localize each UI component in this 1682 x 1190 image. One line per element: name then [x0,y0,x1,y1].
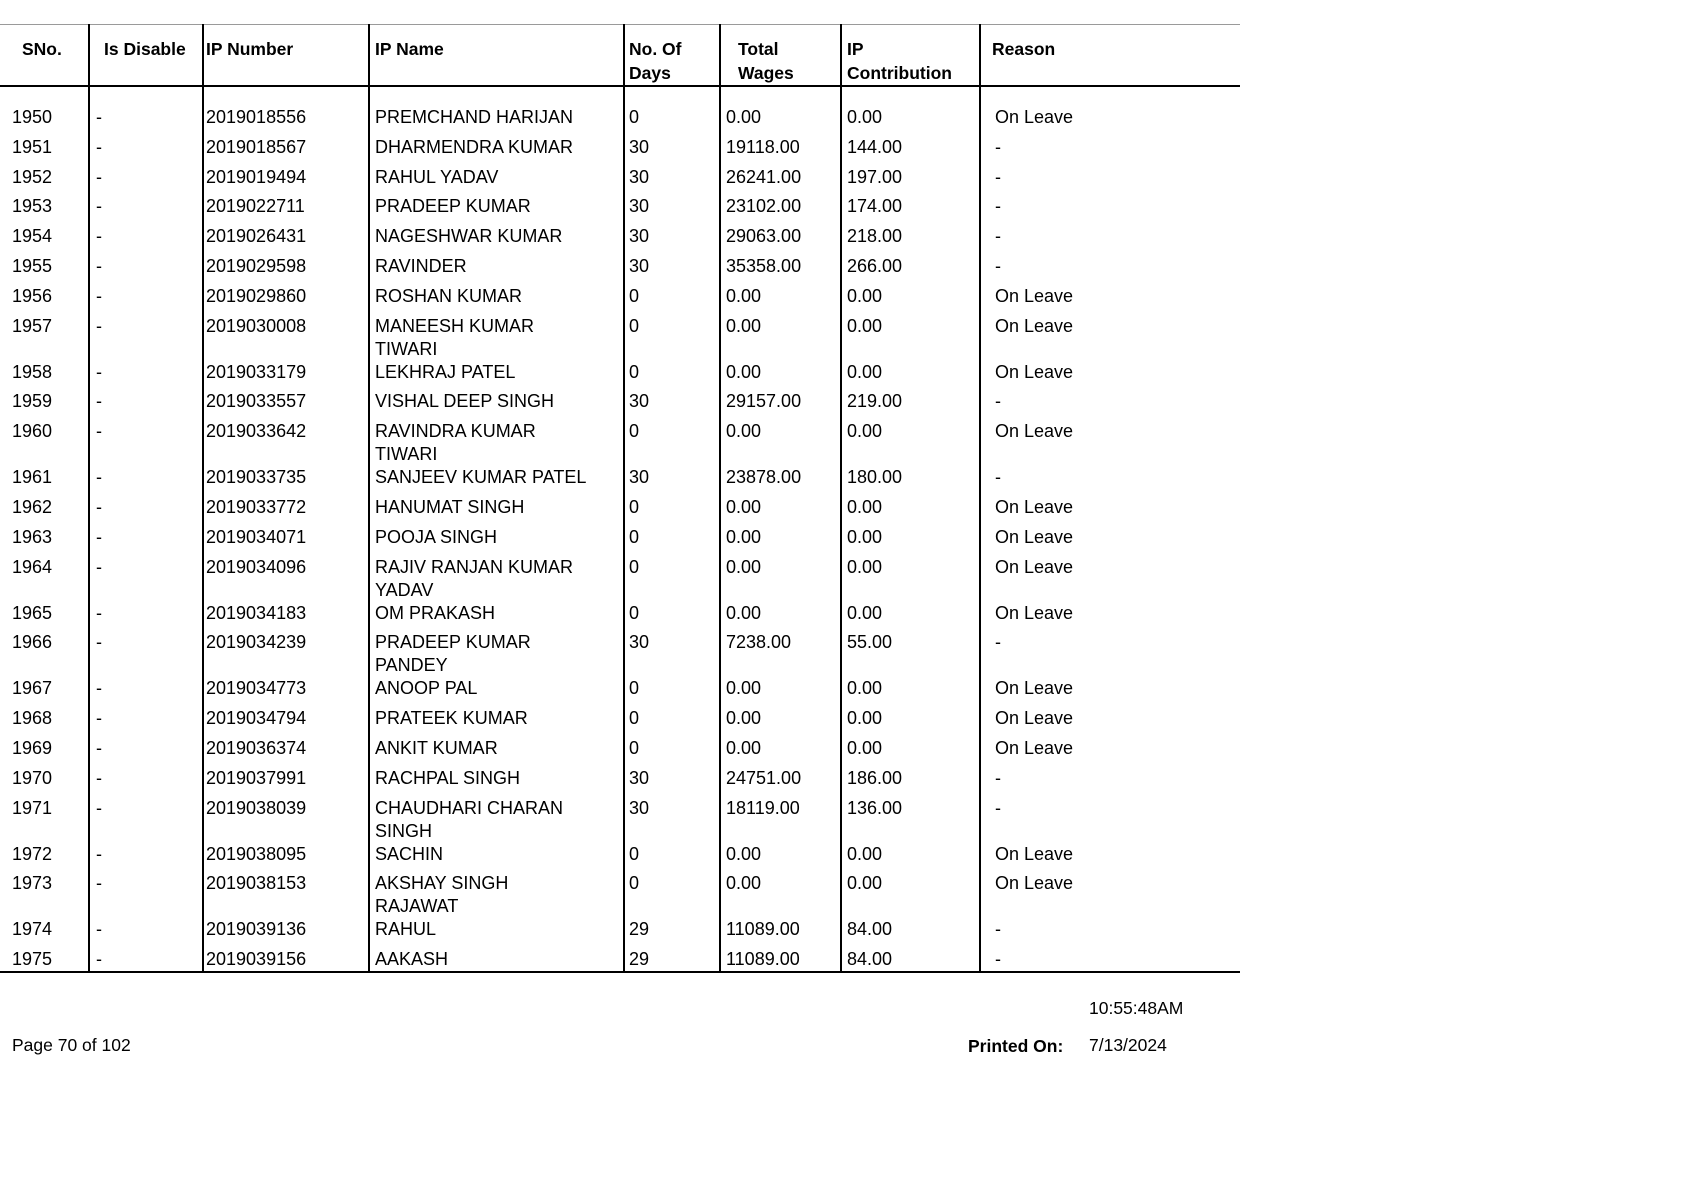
cell-ip-contribution: 0.00 [847,556,883,577]
cell-no-of-days: 0 [629,421,640,442]
header-sno: SNo. [22,39,62,59]
header-no-of-days [629,37,682,85]
cell-ip-number: 2019033642 [206,421,307,442]
cell-total-wages: 0.00 [726,526,762,547]
cell-is-disable: - [96,226,102,247]
cell-ip-contribution: 219.00 [847,391,903,412]
cell-no-of-days: 30 [629,767,650,788]
header-total-wages-line2: Wages [738,63,794,83]
cell-is-disable: - [96,107,102,127]
cell-ip-number: 2019034773 [206,678,307,699]
cell-is-disable: - [96,391,102,412]
cell-ip-number: 2019039136 [206,919,307,940]
cell-reason: - [995,226,1001,247]
cell-sno: 1972 [12,843,53,864]
cell-ip-contribution: 0.00 [847,708,883,729]
cell-no-of-days: 30 [629,166,650,187]
cell-ip-contribution: 0.00 [847,497,883,517]
ip-name-line1: RAVINDER [375,256,467,276]
cell-ip-number: 2019029598 [206,256,307,276]
header-total-wages-line1: Total [738,39,779,59]
cell-total-wages: 23878.00 [726,467,802,488]
cell-no-of-days: 30 [629,136,650,157]
cell-reason: On Leave [995,497,1074,517]
ip-name-line2: TIWARI [375,444,438,465]
cell-sno: 1975 [12,949,53,970]
cell-ip-contribution: 0.00 [847,285,883,306]
cell-reason: On Leave [995,602,1074,623]
cell-total-wages: 24751.00 [726,767,802,788]
cell-reason: On Leave [995,285,1074,306]
cell-no-of-days: 30 [629,632,650,653]
cell-no-of-days: 0 [629,843,640,864]
cell-total-wages: 0.00 [726,497,762,517]
cell-ip-name [375,106,573,129]
cell-reason: - [995,467,1001,488]
cell-ip-contribution: 136.00 [847,797,903,818]
cell-reason: - [995,949,1001,970]
cell-sno: 1963 [12,526,53,547]
ip-name-line2: TIWARI [375,338,438,359]
ip-name-line1: NAGESHWAR KUMAR [375,226,563,247]
cell-ip-name [375,631,531,677]
cell-ip-name [375,602,495,625]
cell-ip-name [375,767,520,790]
cell-ip-contribution: 0.00 [847,526,883,547]
header-is-disable: Is Disable [104,39,186,59]
table-bottom-rule [0,971,1240,973]
header-ip-contribution [847,37,952,85]
column-divider [368,24,370,973]
header-ip-contribution-line1: IP [847,39,864,59]
cell-ip-number: 2019018567 [206,136,307,157]
cell-sno: 1971 [12,797,53,818]
cell-ip-contribution: 0.00 [847,361,883,382]
cell-ip-name [375,872,508,918]
cell-sno: 1953 [12,196,53,217]
cell-total-wages: 0.00 [726,421,762,442]
cell-no-of-days: 29 [629,949,650,970]
cell-ip-number: 2019034071 [206,526,307,547]
cell-sno: 1954 [12,226,53,247]
ip-name-line2: YADAV [375,579,434,600]
cell-ip-name [375,466,586,489]
cell-no-of-days: 0 [629,708,640,729]
column-divider [202,24,204,973]
cell-reason: On Leave [995,873,1074,894]
ip-name-line1: POOJA SINGH [375,526,498,547]
cell-ip-name [375,496,524,519]
cell-ip-contribution: 0.00 [847,315,883,336]
cell-reason: - [995,256,1001,276]
cell-ip-contribution: 218.00 [847,226,903,247]
cell-is-disable: - [96,708,102,729]
table-top-rule [0,24,1240,25]
cell-ip-number: 2019034794 [206,708,307,729]
cell-reason: On Leave [995,526,1074,547]
cell-total-wages: 0.00 [726,361,762,382]
column-divider [88,24,90,973]
cell-no-of-days: 30 [629,391,650,412]
cell-ip-contribution: 197.00 [847,166,903,187]
cell-ip-name [375,315,534,361]
cell-no-of-days: 30 [629,196,650,217]
ip-name-line1: MANEESH KUMAR [375,315,535,336]
cell-sno: 1970 [12,767,53,788]
cell-reason: - [995,391,1001,412]
cell-sno: 1958 [12,361,53,382]
cell-is-disable: - [96,497,102,517]
cell-ip-contribution: 266.00 [847,256,903,276]
cell-sno: 1955 [12,256,53,276]
cell-ip-number: 2019034096 [206,556,307,577]
cell-no-of-days: 0 [629,315,640,336]
cell-ip-name [375,526,497,549]
cell-ip-name [375,390,554,413]
ip-name-line1: ROSHAN KUMAR [375,285,523,306]
cell-sno: 1950 [12,107,53,127]
ip-name-line1: CHAUDHARI CHARAN [375,797,564,818]
cell-no-of-days: 0 [629,873,640,894]
header-bottom-rule [0,85,1240,87]
cell-reason: On Leave [995,708,1074,729]
cell-is-disable: - [96,632,102,653]
column-divider [623,24,625,973]
cell-ip-name [375,556,573,602]
cell-ip-contribution: 84.00 [847,949,893,970]
cell-ip-name [375,136,573,159]
cell-total-wages: 0.00 [726,873,762,894]
cell-sno: 1968 [12,708,53,729]
cell-ip-number: 2019038153 [206,873,307,894]
cell-sno: 1969 [12,738,53,758]
cell-ip-number: 2019022711 [206,196,305,217]
ip-name-line1: LEKHRAJ PATEL [375,361,516,382]
cell-ip-contribution: 180.00 [847,467,903,488]
cell-ip-number: 2019034239 [206,632,307,653]
cell-total-wages: 0.00 [726,738,762,758]
cell-is-disable: - [96,166,102,187]
cell-reason: On Leave [995,556,1074,577]
cell-is-disable: - [96,526,102,547]
cell-sno: 1960 [12,421,53,442]
cell-ip-contribution: 0.00 [847,843,883,864]
cell-total-wages: 0.00 [726,602,762,623]
ip-name-line1: OM PRAKASH [375,602,496,623]
cell-is-disable: - [96,949,102,970]
cell-no-of-days: 30 [629,797,650,818]
cell-total-wages: 0.00 [726,556,762,577]
cell-sno: 1974 [12,919,53,940]
cell-ip-name [375,166,498,189]
header-no-of-days-line2: Days [629,63,671,83]
cell-total-wages: 0.00 [726,678,762,699]
cell-sno: 1967 [12,678,53,699]
cell-ip-number: 2019018556 [206,107,307,127]
cell-ip-name [375,225,562,248]
ip-name-line1: RAJIV RANJAN KUMAR [375,556,574,577]
cell-no-of-days: 30 [629,226,650,247]
cell-is-disable: - [96,361,102,382]
cell-total-wages: 11089.00 [726,919,800,940]
cell-total-wages: 19118.00 [726,136,800,157]
ip-name-line2: SINGH [375,820,433,841]
cell-ip-number: 2019038095 [206,843,307,864]
cell-ip-name [375,737,498,760]
cell-ip-contribution: 186.00 [847,767,903,788]
printed-time: 10:55:48AM [1089,998,1184,1018]
cell-reason: - [995,767,1001,788]
cell-total-wages: 26241.00 [726,166,802,187]
cell-ip-name [375,843,443,866]
cell-reason: - [995,196,1001,217]
cell-ip-name [375,707,528,730]
cell-ip-number: 2019037991 [206,767,307,788]
cell-no-of-days: 0 [629,107,640,127]
ip-name-line1: RAHUL YADAV [375,166,499,187]
cell-no-of-days: 0 [629,497,640,517]
ip-name-line1: ANKIT KUMAR [375,738,498,758]
cell-ip-number: 2019033179 [206,361,307,382]
cell-reason: - [995,919,1001,940]
cell-ip-contribution: 0.00 [847,107,883,127]
cell-is-disable: - [96,421,102,442]
cell-ip-name [375,361,515,384]
cell-no-of-days: 0 [629,361,640,382]
cell-total-wages: 11089.00 [726,949,800,970]
cell-reason: On Leave [995,843,1074,864]
cell-reason: - [995,136,1001,157]
cell-ip-name [375,420,536,466]
cell-total-wages: 18119.00 [726,797,800,818]
cell-sno: 1962 [12,497,53,517]
cell-is-disable: - [96,797,102,818]
cell-total-wages: 0.00 [726,315,762,336]
cell-ip-number: 2019038039 [206,797,307,818]
cell-is-disable: - [96,285,102,306]
cell-ip-name [375,948,448,971]
cell-is-disable: - [96,315,102,336]
cell-no-of-days: 0 [629,285,640,306]
cell-reason: - [995,632,1001,653]
cell-reason: - [995,166,1001,187]
cell-total-wages: 0.00 [726,107,762,127]
page-number: Page 70 of 102 [12,1035,131,1055]
cell-is-disable: - [96,678,102,699]
cell-ip-number: 2019029860 [206,285,307,306]
cell-reason: On Leave [995,107,1074,127]
cell-sno: 1956 [12,285,53,306]
cell-ip-name [375,195,531,218]
cell-ip-contribution: 0.00 [847,873,883,894]
cell-is-disable: - [96,919,102,940]
cell-reason: On Leave [995,315,1074,336]
cell-ip-contribution: 0.00 [847,738,883,758]
ip-name-line1: SANJEEV KUMAR PATEL [375,467,587,488]
cell-reason: On Leave [995,361,1074,382]
ip-name-line1: PRATEEK KUMAR [375,708,528,729]
cell-ip-contribution: 55.00 [847,632,893,653]
ip-name-line2: RAJAWAT [375,896,459,917]
cell-ip-name [375,918,436,941]
cell-sno: 1964 [12,556,53,577]
ip-name-line2: PANDEY [375,655,448,676]
cell-sno: 1957 [12,315,53,336]
cell-sno: 1961 [12,467,53,488]
header-ip-contribution-line2: Contribution [847,63,952,83]
cell-no-of-days: 0 [629,602,640,623]
cell-total-wages: 29157.00 [726,391,802,412]
ip-name-line1: AAKASH [375,949,449,970]
column-divider [840,24,842,973]
cell-ip-number: 2019030008 [206,315,307,336]
cell-ip-contribution: 0.00 [847,421,883,442]
ip-name-line1: RAVINDRA KUMAR [375,421,536,442]
cell-ip-number: 2019034183 [206,602,307,623]
cell-is-disable: - [96,738,102,758]
cell-ip-number: 2019036374 [206,738,307,758]
cell-ip-contribution: 144.00 [847,136,903,157]
cell-ip-contribution: 84.00 [847,919,893,940]
cell-sno: 1951 [12,136,53,157]
ip-name-line1: PRADEEP KUMAR [375,196,531,217]
cell-sno: 1973 [12,873,53,894]
cell-ip-name [375,797,563,843]
cell-sno: 1966 [12,632,53,653]
cell-total-wages: 0.00 [726,285,762,306]
ip-name-line1: RAHUL [375,919,437,940]
ip-name-line1: PRADEEP KUMAR [375,632,531,653]
cell-total-wages: 29063.00 [726,226,802,247]
cell-ip-number: 2019026431 [206,226,307,247]
column-divider [719,24,721,973]
cell-is-disable: - [96,873,102,894]
printed-on-label: Printed On: [968,1036,1064,1056]
cell-ip-contribution: 0.00 [847,678,883,699]
cell-total-wages: 23102.00 [726,196,802,217]
ip-name-line1: VISHAL DEEP SINGH [375,391,555,412]
cell-is-disable: - [96,256,102,276]
header-reason: Reason [992,39,1056,59]
cell-sno: 1965 [12,602,53,623]
cell-ip-number: 2019033772 [206,497,307,517]
ip-name-line1: SACHIN [375,843,444,864]
cell-no-of-days: 0 [629,678,640,699]
ip-name-line1: DHARMENDRA KUMAR [375,136,574,157]
ip-name-line1: PREMCHAND HARIJAN [375,107,574,127]
cell-reason: On Leave [995,738,1074,758]
cell-sno: 1952 [12,166,53,187]
cell-is-disable: - [96,136,102,157]
cell-ip-name [375,285,522,308]
cell-no-of-days: 30 [629,467,650,488]
cell-total-wages: 35358.00 [726,256,802,276]
cell-no-of-days: 29 [629,919,650,940]
cell-reason: On Leave [995,421,1074,442]
cell-ip-number: 2019033557 [206,391,307,412]
printed-date: 7/13/2024 [1089,1035,1167,1055]
header-no-of-days-line1: No. Of [629,39,682,59]
cell-no-of-days: 0 [629,526,640,547]
cell-is-disable: - [96,556,102,577]
cell-no-of-days: 30 [629,256,650,276]
cell-ip-number: 2019039156 [206,949,307,970]
cell-is-disable: - [96,602,102,623]
cell-sno: 1959 [12,391,53,412]
cell-reason: - [995,797,1001,818]
cell-ip-name [375,255,467,278]
cell-ip-number: 2019033735 [206,467,307,488]
header-ip-name: IP Name [375,39,444,59]
column-divider [979,24,981,973]
cell-no-of-days: 0 [629,556,640,577]
cell-is-disable: - [96,196,102,217]
cell-total-wages: 7238.00 [726,632,792,653]
ip-name-line1: HANUMAT SINGH [375,497,525,517]
cell-no-of-days: 0 [629,738,640,758]
cell-ip-contribution: 174.00 [847,196,903,217]
cell-total-wages: 0.00 [726,843,762,864]
cell-ip-contribution: 0.00 [847,602,883,623]
cell-reason: On Leave [995,678,1074,699]
cell-ip-name [375,677,477,700]
header-total-wages [738,37,794,85]
cell-total-wages: 0.00 [726,708,762,729]
cell-is-disable: - [96,767,102,788]
cell-ip-number: 2019019494 [206,166,307,187]
header-ip-number: IP Number [206,39,294,59]
cell-is-disable: - [96,843,102,864]
ip-name-line1: ANOOP PAL [375,678,478,699]
ip-name-line1: AKSHAY SINGH [375,873,509,894]
cell-is-disable: - [96,467,102,488]
ip-name-line1: RACHPAL SINGH [375,767,521,788]
